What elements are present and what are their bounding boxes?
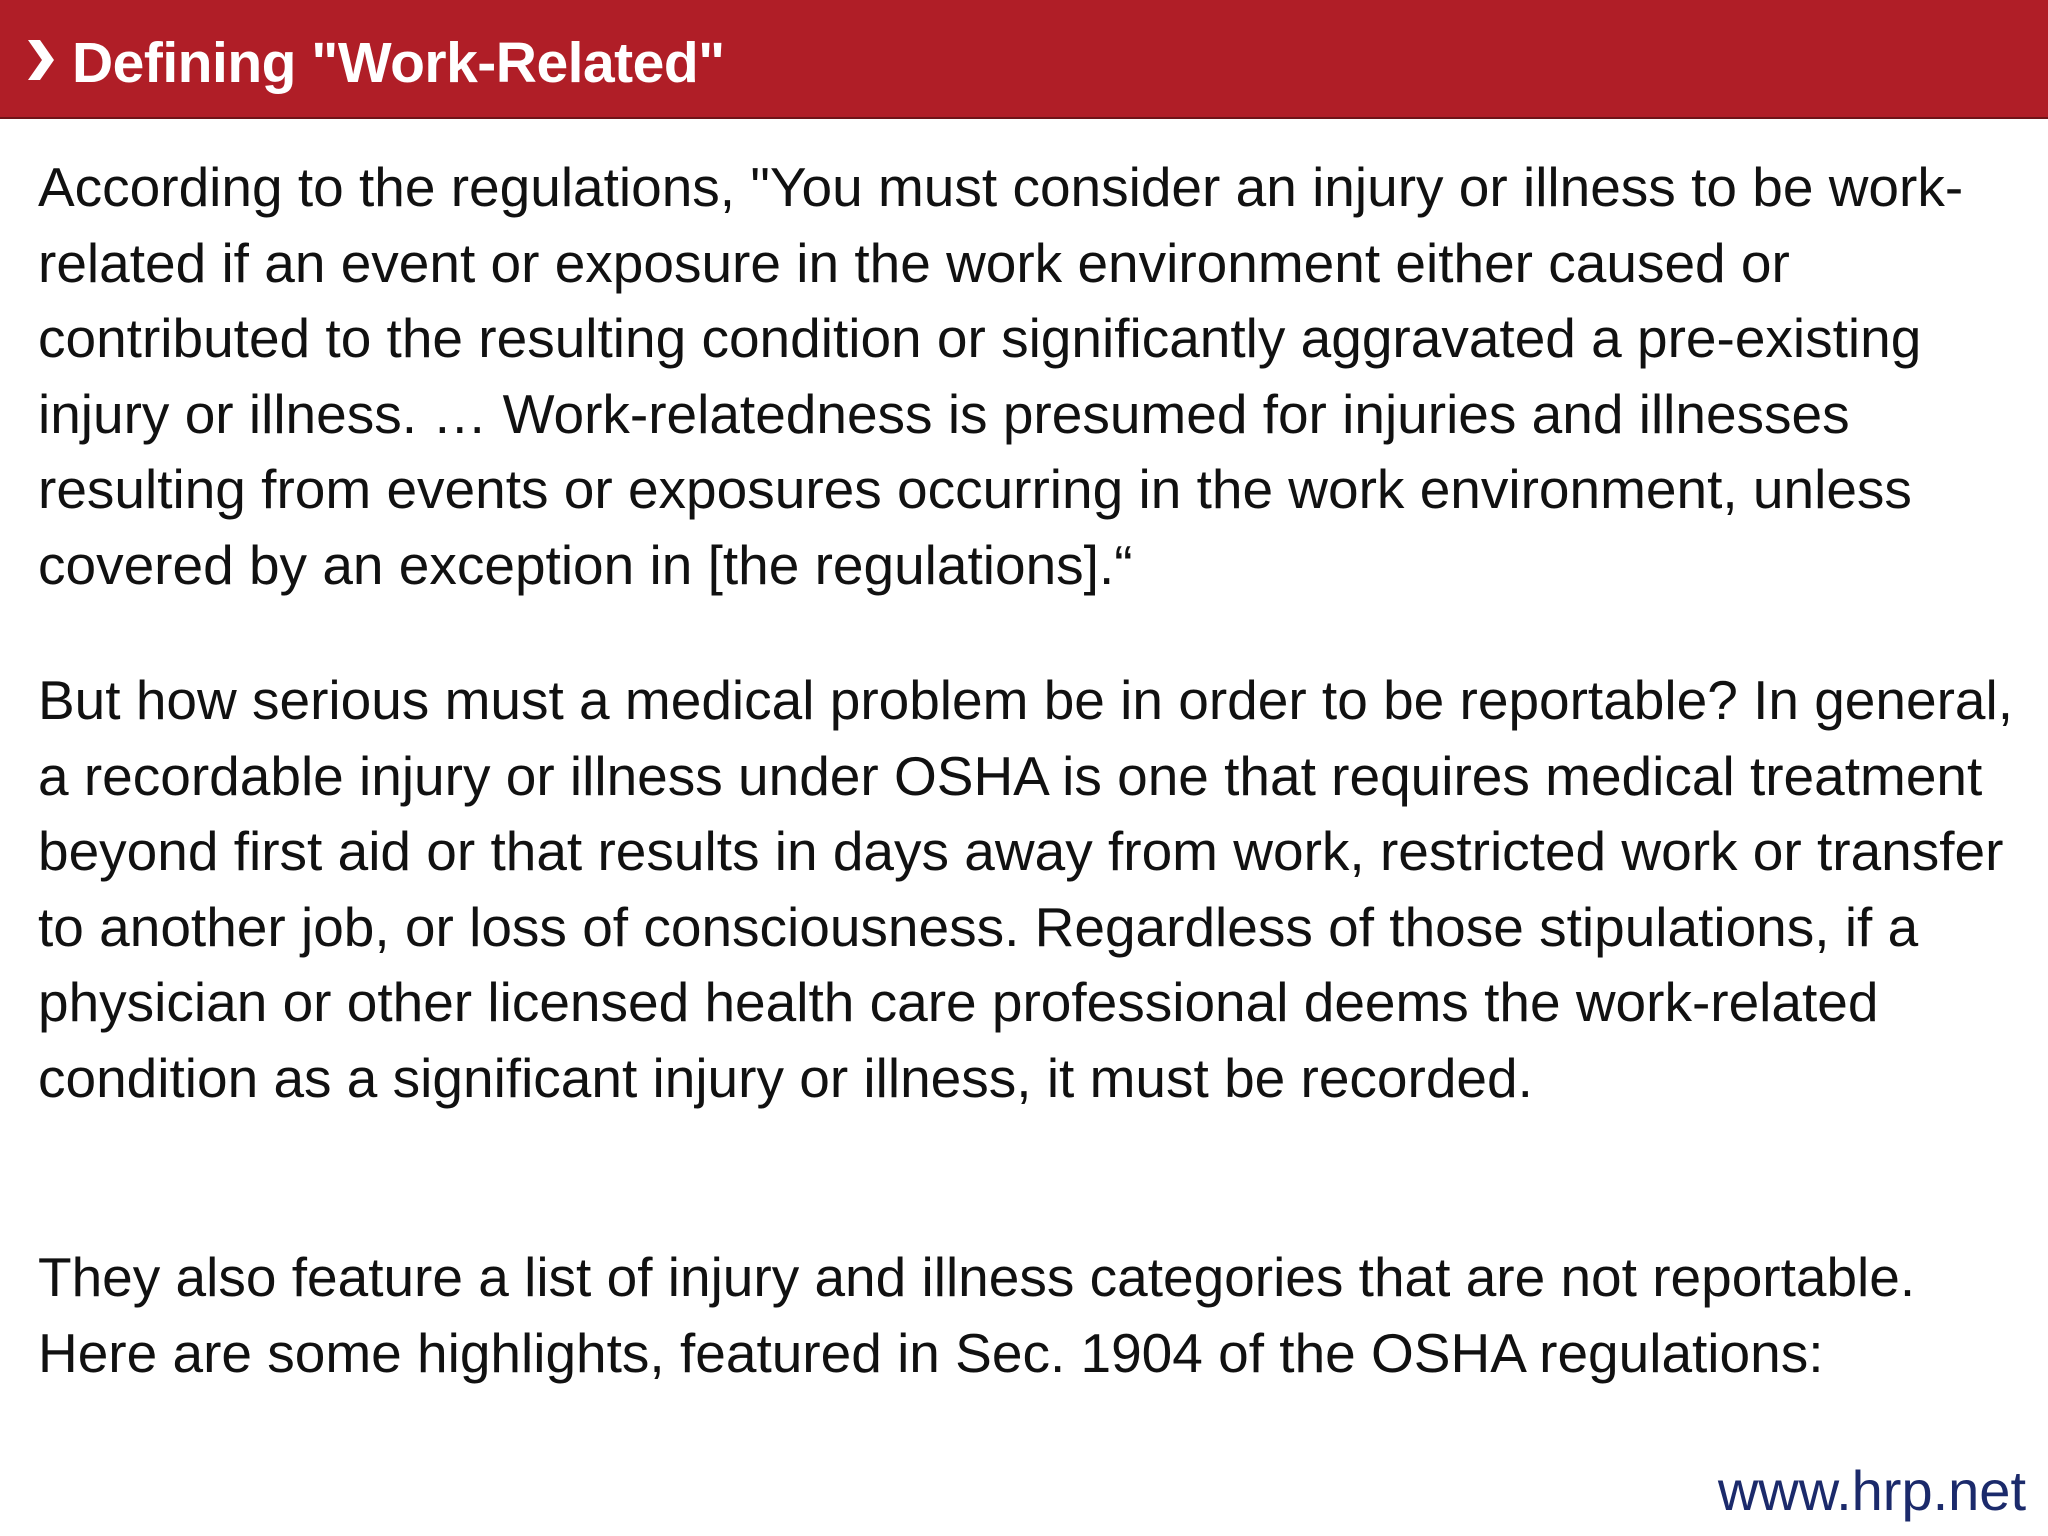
footer-url: www.hrp.net [1717,1459,2026,1522]
header-bar [0,0,2048,119]
paragraph-not-reportable-intro: They also feature a list of injury and illness categories that are not reportable. Here are some highlights, featured in Sec. 1904 of the OSHA regulations: [38,1246,1916,1384]
paragraph-recordable-definition: But how serious must a medical problem be in order to be reportable? In general, a recordable injury or illness under OSHA is one that requires medical treatment beyond first aid or that results in days away from work, restricted work or transfer to another job, or loss of consciousness. Regardless of those stipulations, if a physician or other licensed health care professional deems the work-related condition as a significant injury or illness, it must be recorded. [38,669,2013,1109]
paragraph-regulation-quote: According to the regulations, "You must consider an injury or illness to be work-related if an event or exposure in the work environment either caused or contributed to the resulting condition or significantly aggravated a pre-existing injury or illness. … Work-relatedness is presumed for injuries and illnesses resulting from events or exposures occurring in the work environment, unless covered by an exception in [the regulations].“ [38,156,1964,596]
page-title: Defining "Work-Related" [72,31,725,95]
chevron-right-icon [26,40,54,80]
